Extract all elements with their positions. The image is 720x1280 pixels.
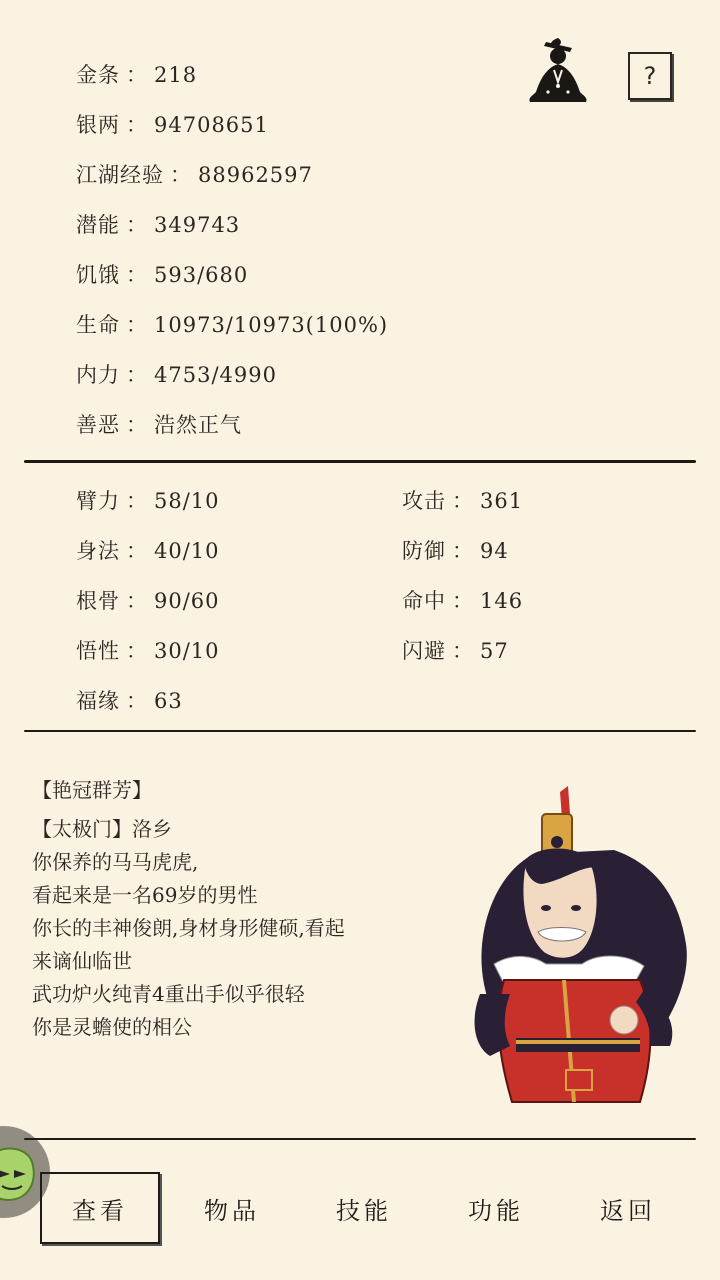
attribute-label: 悟性	[76, 639, 120, 663]
attribute-separator: ：	[126, 689, 148, 713]
stat-value: 593/680	[154, 263, 249, 287]
attribute-row	[402, 586, 523, 616]
attribute-value: 146	[480, 589, 524, 613]
stat-row	[76, 410, 242, 440]
stat-separator: ：	[170, 163, 192, 187]
character-title: 【艳冠群芳】	[32, 778, 152, 802]
attribute-value: 30/10	[154, 639, 220, 663]
tab-3[interactable]: 功能	[468, 1196, 524, 1225]
stat-separator: ：	[126, 63, 148, 87]
stat-row	[76, 310, 388, 340]
character-description	[32, 774, 452, 1044]
stat-value: 10973/10973(100%)	[154, 313, 389, 337]
meditation-figure-icon[interactable]	[524, 34, 592, 106]
attribute-label: 闪避	[402, 639, 446, 663]
stat-label: 生命	[76, 313, 120, 337]
attribute-value: 63	[154, 689, 183, 713]
stat-value: 4753/4990	[154, 363, 277, 387]
attribute-row	[402, 536, 509, 566]
stat-separator: ：	[126, 313, 148, 337]
stat-label: 善恶	[76, 413, 120, 437]
stat-separator: ：	[126, 213, 148, 237]
description-line: 你保养的马马虎虎,	[32, 850, 199, 874]
stat-row	[76, 160, 313, 190]
stat-value: 349743	[154, 213, 241, 237]
attribute-value: 57	[480, 639, 509, 663]
attribute-row	[76, 636, 220, 666]
tab-0[interactable]: 查看	[40, 1172, 160, 1244]
attribute-row	[402, 486, 523, 516]
attribute-label: 根骨	[76, 589, 120, 613]
attribute-value: 361	[480, 489, 524, 513]
attribute-separator: ：	[452, 589, 474, 613]
attribute-value: 58/10	[154, 489, 220, 513]
attribute-row	[76, 686, 183, 716]
attribute-label: 攻击	[402, 489, 446, 513]
stat-row	[76, 110, 269, 140]
attribute-row	[402, 636, 509, 666]
attribute-label: 身法	[76, 539, 120, 563]
stat-separator: ：	[126, 413, 148, 437]
stat-row	[76, 360, 277, 390]
attribute-separator: ：	[452, 489, 474, 513]
section-divider	[24, 730, 696, 732]
stat-label: 金条	[76, 63, 120, 87]
attribute-separator: ：	[126, 639, 148, 663]
stat-value: 88962597	[198, 163, 313, 187]
tabbar-divider	[24, 1138, 696, 1140]
stat-value: 浩然正气	[154, 413, 242, 437]
attribute-separator: ：	[126, 489, 148, 513]
stat-row	[76, 60, 197, 90]
description-line: 你长的丰神俊朗,身材身形健硕,看起	[32, 916, 345, 940]
stat-separator: ：	[126, 363, 148, 387]
stat-label: 饥饿	[76, 263, 120, 287]
tab-1[interactable]: 物品	[204, 1196, 260, 1225]
stat-label: 潜能	[76, 213, 120, 237]
stat-row	[76, 260, 248, 290]
attribute-separator: ：	[126, 589, 148, 613]
stat-label: 银两	[76, 113, 120, 137]
stat-value: 94708651	[154, 113, 269, 137]
tab-2[interactable]: 技能	[336, 1196, 392, 1225]
description-line: 【太极门】洛乡	[32, 817, 172, 841]
help-button[interactable]: ?	[628, 52, 672, 100]
stat-label: 内力	[76, 363, 120, 387]
character-portrait	[464, 784, 700, 1104]
attribute-label: 防御	[402, 539, 446, 563]
attribute-row	[76, 536, 220, 566]
section-divider	[24, 460, 696, 463]
description-line: 来谪仙临世	[32, 949, 132, 973]
attribute-label: 福缘	[76, 689, 120, 713]
attribute-value: 40/10	[154, 539, 220, 563]
stat-value: 218	[154, 63, 198, 87]
attribute-value: 90/60	[154, 589, 220, 613]
stat-separator: ：	[126, 263, 148, 287]
attribute-label: 命中	[402, 589, 446, 613]
attribute-separator: ：	[126, 539, 148, 563]
bottom-tab-bar	[0, 1162, 720, 1252]
attribute-value: 94	[480, 539, 509, 563]
description-line: 看起来是一名69岁的男性	[32, 883, 258, 907]
attribute-label: 臂力	[76, 489, 120, 513]
tab-4[interactable]: 返回	[600, 1196, 656, 1225]
attribute-separator: ：	[452, 539, 474, 563]
description-line: 武功炉火纯青4重出手似乎很轻	[32, 982, 305, 1006]
stat-row	[76, 210, 240, 240]
stat-label: 江湖经验	[76, 163, 164, 187]
description-line: 你是灵蟾使的相公	[32, 1015, 192, 1039]
attribute-separator: ：	[452, 639, 474, 663]
attribute-row	[76, 586, 220, 616]
stat-separator: ：	[126, 113, 148, 137]
attribute-row	[76, 486, 220, 516]
